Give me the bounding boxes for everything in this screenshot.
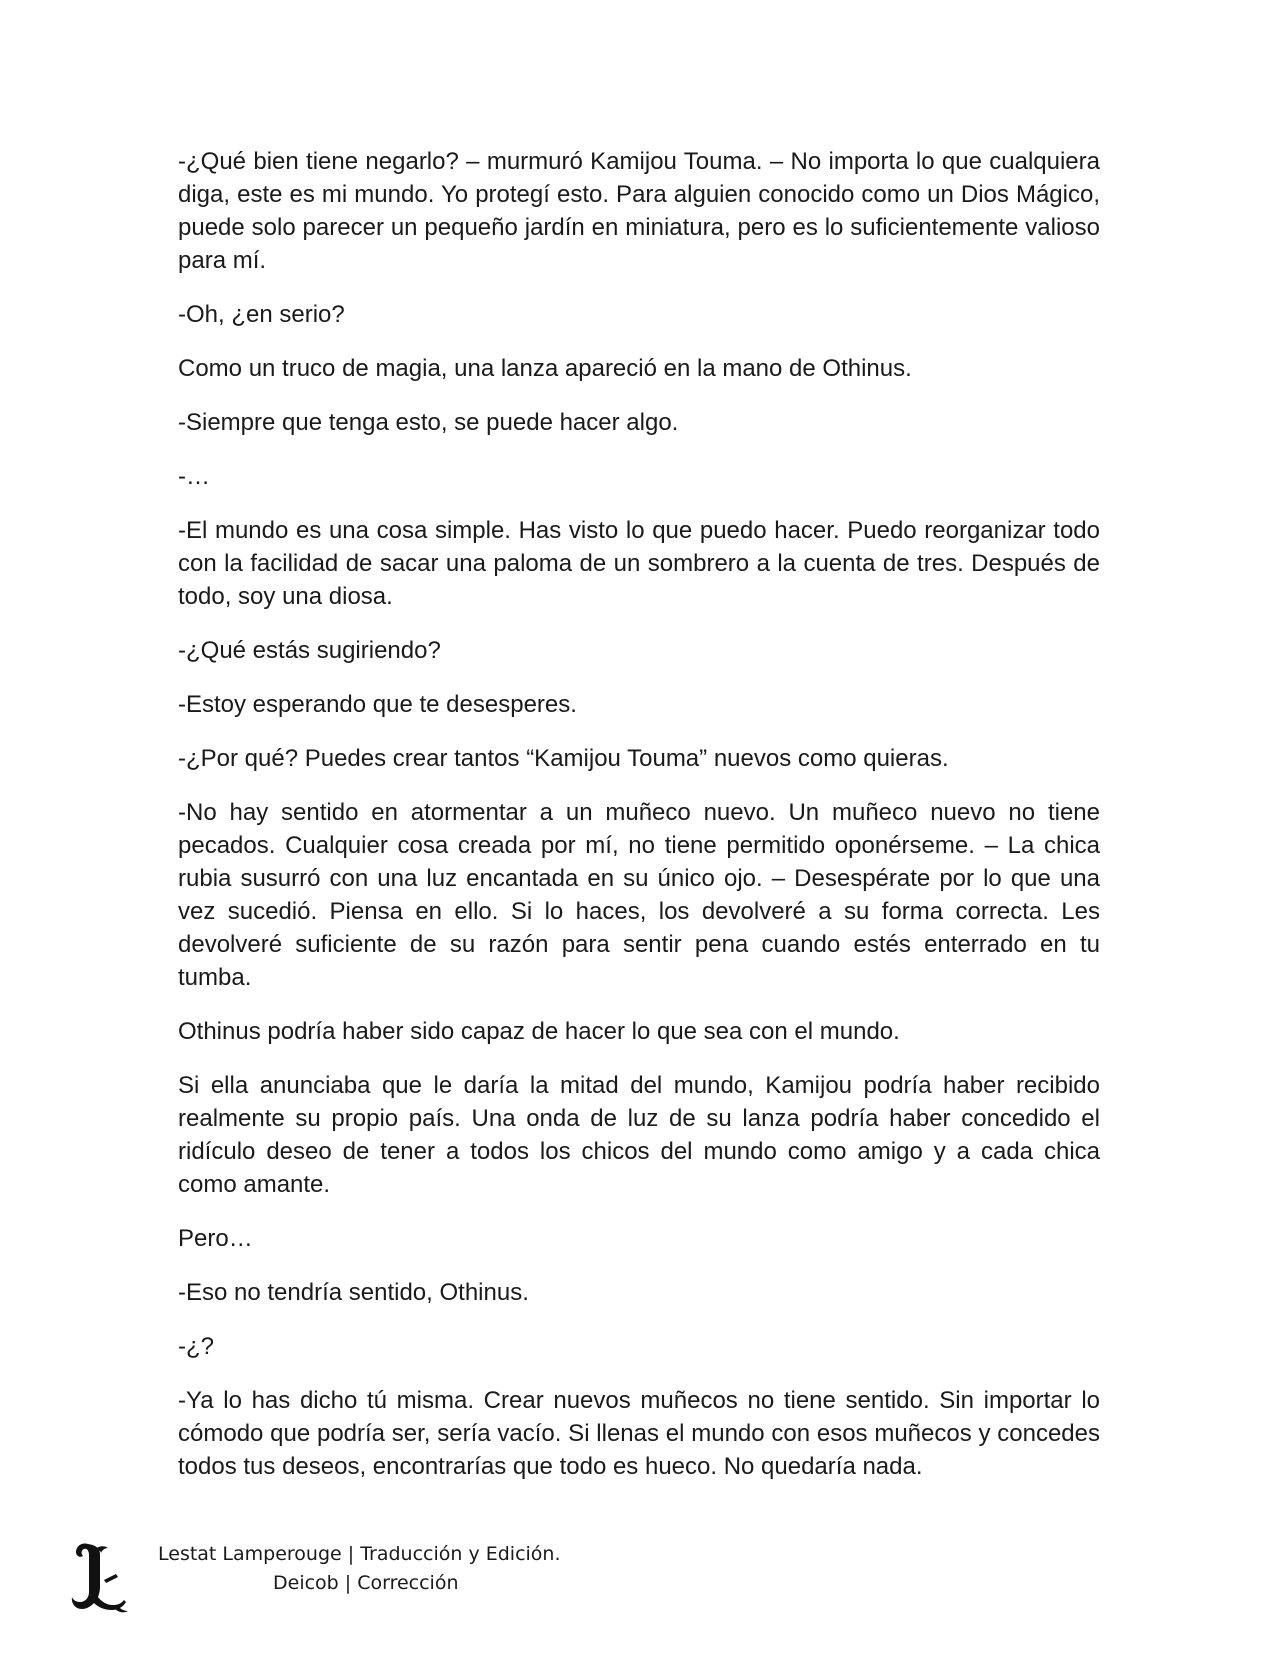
footer-credits — [158, 1540, 561, 1598]
paragraph: -Siempre que tenga esto, se puede hacer algo. — [178, 409, 679, 436]
gothic-letter-l-logo-icon — [68, 1540, 130, 1614]
paragraph: -¿? — [178, 1333, 214, 1360]
paragraph: -… — [178, 463, 210, 490]
credit-translation: Lestat Lamperouge | Traducción y Edición. — [158, 1543, 561, 1565]
paragraph: -Eso no tendría sentido, Othinus. — [178, 1279, 529, 1306]
paragraph: Como un truco de magia, una lanza apareció en la mano de Othinus. — [178, 355, 912, 382]
paragraph: -¿Qué bien tiene negarlo? – murmuró Kamijou Touma. – No importa lo que cualquiera diga, este es mi mundo. Yo protegí esto. Para alguien conocido como un Dios Mágico, puede solo parecer un pequeño jardín en miniatura, pero es lo suficientemente valioso para mí. — [178, 148, 1100, 274]
paragraph: -¿Por qué? Puedes crear tantos “Kamijou Touma” nuevos como quieras. — [178, 745, 949, 772]
paragraph: -Oh, ¿en serio? — [178, 301, 345, 328]
paragraph: -No hay sentido en atormentar a un muñeco nuevo. Un muñeco nuevo no tiene pecados. Cualquier cosa creada por mí, no tiene permitido oponérseme. – La chica rubia susurró con una luz encantada en su único ojo. – Desespérate por lo que una vez sucedió. Piensa en ello. Si lo haces, los devolveré a su forma correcta. Les devolveré suficiente de su razón para sentir pena cuando estés enterrado en tu tumba. — [178, 799, 1100, 991]
document-body — [178, 145, 1100, 1504]
credit-correction: Deicob | Corrección — [273, 1572, 459, 1594]
paragraph: Pero… — [178, 1225, 253, 1252]
paragraph: Othinus podría haber sido capaz de hacer lo que sea con el mundo. — [178, 1018, 900, 1045]
paragraph: -El mundo es una cosa simple. Has visto lo que puedo hacer. Puedo reorganizar todo con la facilidad de sacar una paloma de un sombrero a la cuenta de tres. Después de todo, soy una diosa. — [178, 517, 1100, 610]
page-footer — [68, 1540, 668, 1630]
paragraph: -Estoy esperando que te desesperes. — [178, 691, 577, 718]
paragraph: Si ella anunciaba que le daría la mitad del mundo, Kamijou podría haber recibido realmente su propio país. Una onda de luz de su lanza podría haber concedido el ridículo deseo de tener a todos los chicos del mundo como amigo y a cada chica como amante. — [178, 1072, 1100, 1198]
paragraph: -¿Qué estás sugiriendo? — [178, 637, 441, 664]
paragraph: -Ya lo has dicho tú misma. Crear nuevos muñecos no tiene sentido. Sin importar lo cómodo que podría ser, sería vacío. Si llenas el mundo con esos muñecos y concedes todos tus deseos, encontrarías que todo es hueco. No quedaría nada. — [178, 1387, 1100, 1480]
